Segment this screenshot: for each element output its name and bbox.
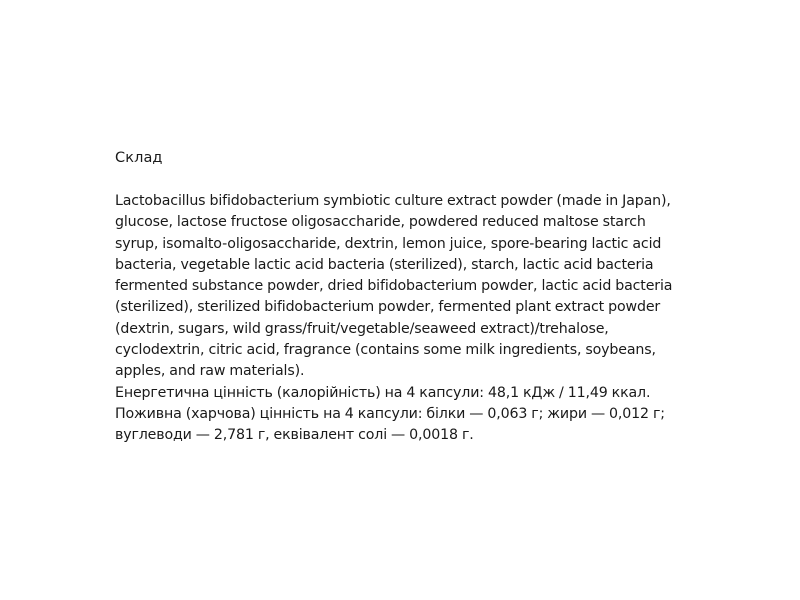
text-line: Lactobacillus bifidobacterium symbiotic culture extract powder (made in Japan),	[115, 193, 671, 209]
composition-text	[115, 191, 700, 447]
text-line: glucose, lactose fructose oligosaccharide, powdered reduced maltose starch	[115, 214, 646, 231]
text-line: syrup, isomalto-oligosaccharide, dextrin, lemon juice, spore-bearing lactic acid	[115, 235, 662, 252]
energy-value-line: Енергетична цінність (калорійність) на 4 капсули: 48,1 кДж / 11,49 ккал.	[115, 384, 651, 401]
text-line: (sterilized), sterilized bifidobacterium powder, fermented plant extract powder	[115, 299, 661, 316]
text-line: apples, and raw materials).	[115, 363, 305, 380]
text-line: bacteria, vegetable lactic acid bacteria (sterilized), starch, lactic acid bacteria	[115, 256, 654, 273]
section-heading: Склад	[115, 150, 163, 166]
text-line: (dextrin, sugars, wild grass/fruit/vegetable/seaweed extract)/trehalose,	[115, 320, 609, 337]
nutrition-value-line: Поживна (харчова) цінність на 4 капсули: білки — 0,063 г; жири — 0,012 г;	[115, 405, 665, 422]
text-line: fermented substance powder, dried bifidobacterium powder, lactic acid bacteria	[115, 278, 673, 295]
nutrition-value-line: вуглеводи — 2,781 г, еквівалент солі — 0,0018 г.	[115, 427, 474, 444]
text-line: cyclodextrin, citric acid, fragrance (contains some milk ingredients, soybeans,	[115, 342, 656, 359]
composition-section	[115, 148, 700, 447]
